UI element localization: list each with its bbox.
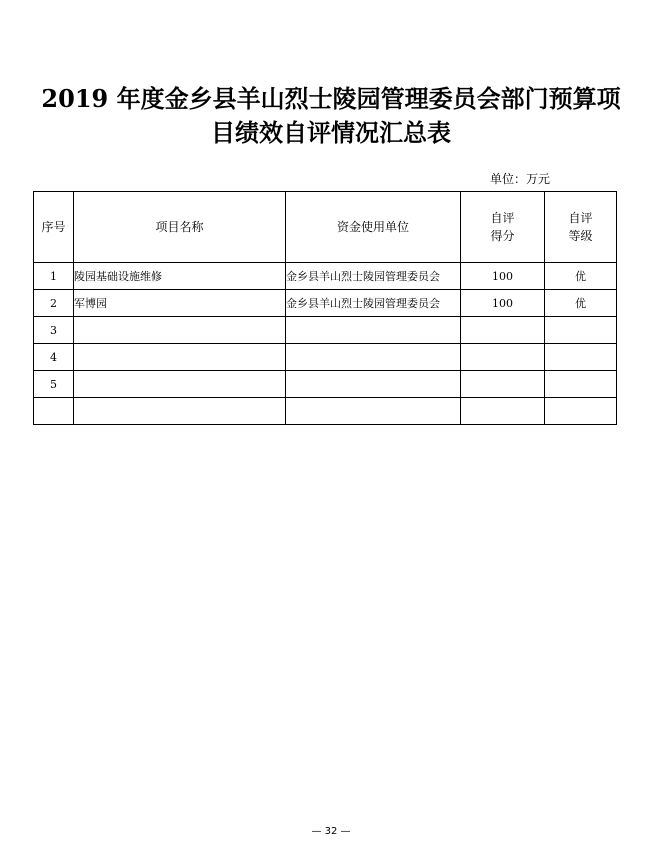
document-title — [20, 82, 642, 150]
table-header-row — [34, 192, 617, 263]
cell-score — [461, 398, 545, 425]
title-line-1: 2019 年度金乡县羊山烈士陵园管理委员会部门预算项 — [41, 84, 621, 113]
cell-grade: 优 — [545, 290, 617, 317]
cell-fund-unit — [286, 317, 461, 344]
table-row — [34, 371, 617, 398]
header-index: 序号 — [34, 192, 74, 263]
cell-grade — [545, 371, 617, 398]
page-number: — 32 — — [311, 826, 351, 837]
cell-project-name: 陵园基础设施维修 — [74, 263, 286, 290]
cell-grade: 优 — [545, 263, 617, 290]
table-row — [34, 290, 617, 317]
cell-fund-unit — [286, 371, 461, 398]
cell-score — [461, 371, 545, 398]
table-row — [34, 398, 617, 425]
cell-index: 5 — [34, 371, 74, 398]
table-row — [34, 344, 617, 371]
cell-fund-unit — [286, 398, 461, 425]
cell-project-name — [74, 317, 286, 344]
cell-index — [34, 398, 74, 425]
cell-index: 1 — [34, 263, 74, 290]
cell-score: 100 — [461, 290, 545, 317]
cell-score — [461, 344, 545, 371]
unit-label: 单位：万元 — [490, 172, 551, 186]
cell-grade — [545, 317, 617, 344]
cell-index: 4 — [34, 344, 74, 371]
header-score: 自评 得分 — [461, 192, 545, 263]
cell-index: 2 — [34, 290, 74, 317]
cell-fund-unit: 金乡县羊山烈士陵园管理委员会 — [286, 263, 461, 290]
cell-fund-unit — [286, 344, 461, 371]
cell-project-name — [74, 344, 286, 371]
cell-index: 3 — [34, 317, 74, 344]
summary-table — [33, 191, 617, 425]
cell-grade — [545, 344, 617, 371]
cell-score — [461, 317, 545, 344]
cell-project-name — [74, 398, 286, 425]
cell-score: 100 — [461, 263, 545, 290]
table-row — [34, 263, 617, 290]
table-row — [34, 317, 617, 344]
cell-grade — [545, 398, 617, 425]
cell-fund-unit: 金乡县羊山烈士陵园管理委员会 — [286, 290, 461, 317]
header-fund-unit: 资金使用单位 — [286, 192, 461, 263]
cell-project-name: 军博园 — [74, 290, 286, 317]
cell-project-name — [74, 371, 286, 398]
title-line-2: 目绩效自评情况汇总表 — [211, 118, 451, 147]
header-project-name: 项目名称 — [74, 192, 286, 263]
header-grade: 自评 等级 — [545, 192, 617, 263]
